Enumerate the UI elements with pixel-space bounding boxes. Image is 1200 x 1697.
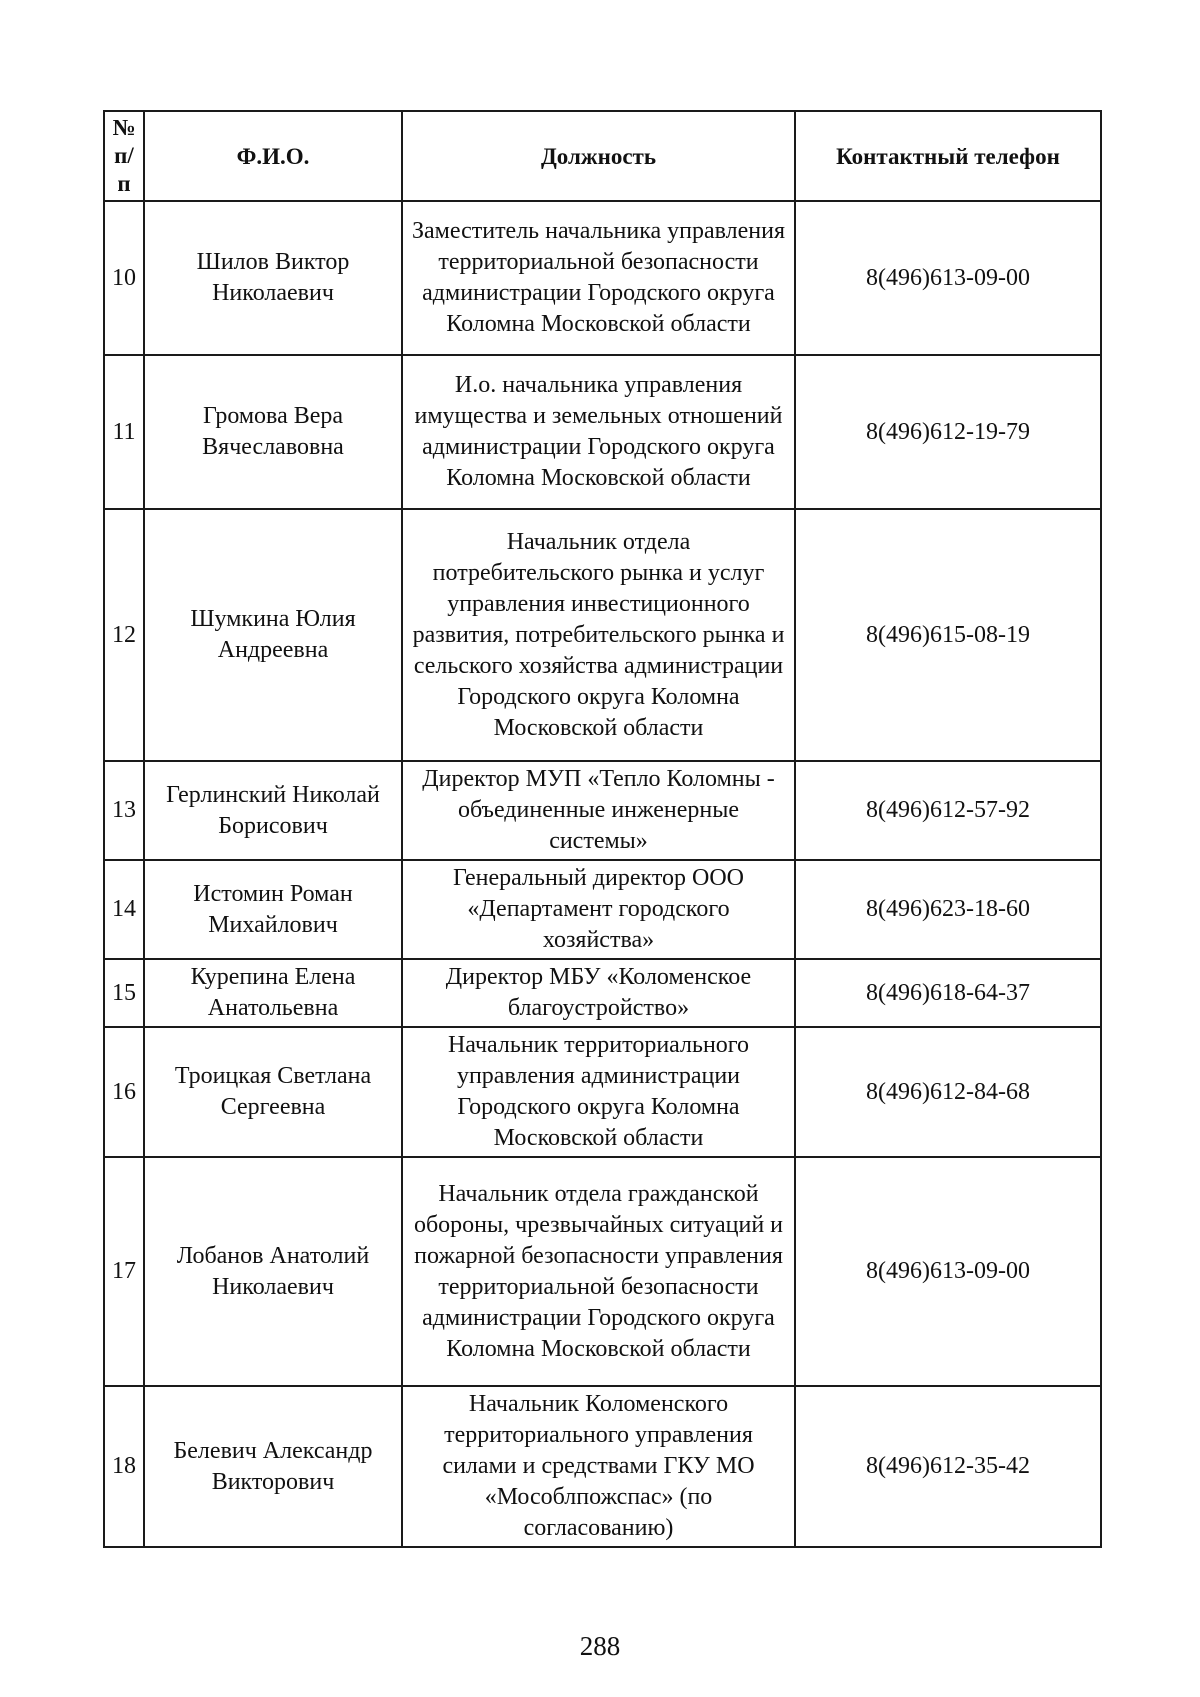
row-position: Директор МУП «Тепло Коломны - объединенные инженерные системы»	[402, 761, 795, 860]
row-number: 10	[104, 201, 144, 355]
row-phone: 8(496)612-57-92	[795, 761, 1101, 860]
row-name: Шумкина Юлия Андреевна	[144, 509, 402, 761]
row-phone: 8(496)612-84-68	[795, 1027, 1101, 1157]
header-number: № п/ п	[104, 111, 144, 201]
row-position: Начальник отдела гражданской обороны, чрезвычайных ситуаций и пожарной безопасности управления территориальной безопасности администрации Городского округа Коломна Московской области	[402, 1157, 795, 1386]
row-name: Громова Вера Вячеславовна	[144, 355, 402, 509]
row-phone: 8(496)615-08-19	[795, 509, 1101, 761]
contacts-table	[103, 110, 1102, 1548]
page-number: 288	[579, 1631, 621, 1661]
row-name: Троицкая Светлана Сергеевна	[144, 1027, 402, 1157]
row-phone: 8(496)613-09-00	[795, 201, 1101, 355]
row-phone: 8(496)612-35-42	[795, 1386, 1101, 1547]
row-name: Лобанов Анатолий Николаевич	[144, 1157, 402, 1386]
table-header-row	[104, 111, 1101, 201]
row-position: Директор МБУ «Коломенское благоустройство»	[402, 959, 795, 1027]
row-name: Шилов Виктор Николаевич	[144, 201, 402, 355]
row-position: Генеральный директор ООО «Департамент городского хозяйства»	[402, 860, 795, 959]
row-position: Начальник отдела потребительского рынка и услуг управления инвестиционного развития, потребительского рынка и сельского хозяйства администрации Городского округа Коломна Московской области	[402, 509, 795, 761]
row-number: 13	[104, 761, 144, 860]
row-position: Начальник территориального управления администрации Городского округа Коломна Московской области	[402, 1027, 795, 1157]
row-number: 12	[104, 509, 144, 761]
table-row	[104, 761, 1101, 860]
header-position: Должность	[402, 111, 795, 201]
table-row	[104, 509, 1101, 761]
table-row	[104, 860, 1101, 959]
row-number: 16	[104, 1027, 144, 1157]
row-number: 14	[104, 860, 144, 959]
row-number: 17	[104, 1157, 144, 1386]
table-row	[104, 959, 1101, 1027]
row-phone: 8(496)612-19-79	[795, 355, 1101, 509]
row-name: Курепина Елена Анатольевна	[144, 959, 402, 1027]
row-number: 18	[104, 1386, 144, 1547]
row-name: Герлинский Николай Борисович	[144, 761, 402, 860]
table-row	[104, 1386, 1101, 1547]
table-row	[104, 355, 1101, 509]
row-phone: 8(496)618-64-37	[795, 959, 1101, 1027]
row-phone: 8(496)623-18-60	[795, 860, 1101, 959]
row-position: Начальник Коломенского территориального управления силами и средствами ГКУ МО «Мособлпожспас» (по согласованию)	[402, 1386, 795, 1547]
row-phone: 8(496)613-09-00	[795, 1157, 1101, 1386]
table-row	[104, 1027, 1101, 1157]
row-name: Истомин Роман Михайлович	[144, 860, 402, 959]
header-name: Ф.И.О.	[144, 111, 402, 201]
row-number: 15	[104, 959, 144, 1027]
row-position: И.о. начальника управления имущества и земельных отношений администрации Городского округа Коломна Московской области	[402, 355, 795, 509]
table-row	[104, 201, 1101, 355]
header-phone: Контактный телефон	[795, 111, 1101, 201]
table-row	[104, 1157, 1101, 1386]
row-name: Белевич Александр Викторович	[144, 1386, 402, 1547]
row-position: Заместитель начальника управления территориальной безопасности администрации Городского округа Коломна Московской области	[402, 201, 795, 355]
row-number: 11	[104, 355, 144, 509]
